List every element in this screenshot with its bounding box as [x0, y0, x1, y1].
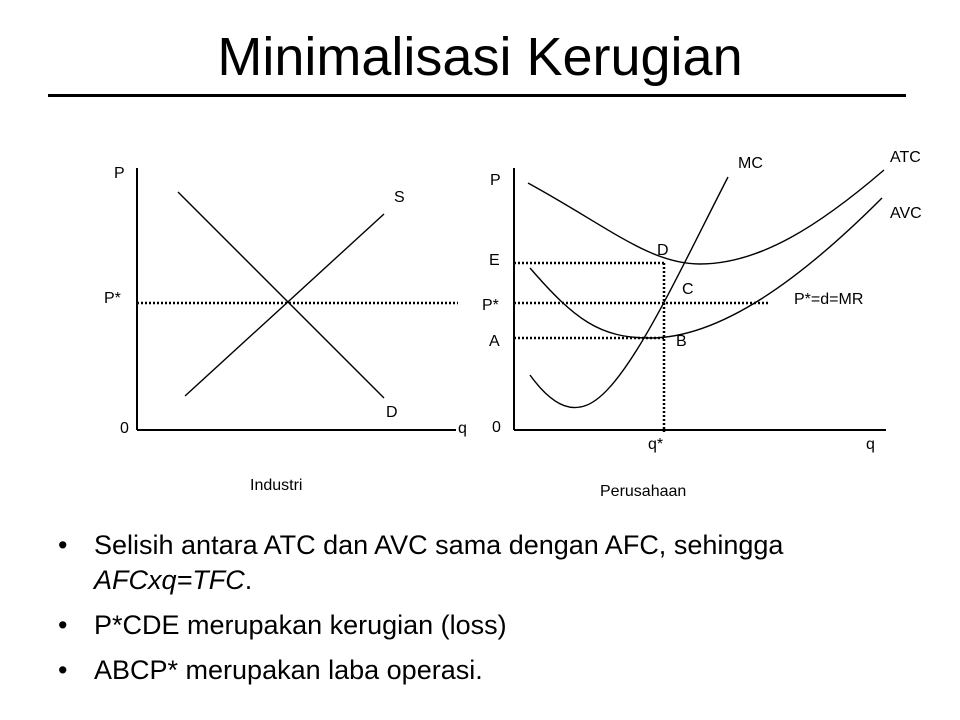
- bullet-1-text: Selisih antara ATC dan AVC sama dengan AFC, sehingga: [94, 530, 784, 560]
- label-b: B: [676, 333, 687, 350]
- bullet-list: [50, 528, 910, 698]
- industri-origin-label: 0: [120, 420, 129, 437]
- industri-price-label: P*: [104, 290, 121, 307]
- industri-demand-line: [178, 192, 384, 398]
- bullet-item-3: • ABCP* merupakan laba operasi.: [50, 653, 910, 688]
- perusahaan-y-axis-label: P: [490, 172, 501, 189]
- perusahaan-caption: Perusahaan: [600, 483, 687, 500]
- industri-caption: Industri: [250, 477, 303, 494]
- bullet-1-end: .: [244, 565, 253, 595]
- label-e: E: [489, 252, 500, 269]
- mc-curve: [530, 177, 728, 408]
- atc-curve: [528, 170, 884, 264]
- mc-label: MC: [738, 155, 763, 172]
- price-line-label: P*=d=MR: [794, 291, 864, 308]
- avc-label: AVC: [890, 205, 922, 222]
- label-pstar: P*: [482, 297, 499, 314]
- atc-label: ATC: [890, 149, 921, 166]
- bullet-1-formula: AFCxq=TFC: [94, 565, 245, 595]
- bullet-item-1: [50, 528, 910, 598]
- bullet-item-2: • P*CDE merupakan kerugian (loss): [50, 608, 910, 643]
- label-d: D: [657, 242, 669, 259]
- perusahaan-origin-label: 0: [492, 419, 501, 436]
- perusahaan-x-axis-label: q: [866, 436, 875, 453]
- industri-supply-label: S: [394, 189, 405, 206]
- industri-x-axis-label: q: [458, 420, 467, 437]
- label-a: A: [489, 333, 500, 350]
- slide-title: Minimalisasi Kerugian: [217, 27, 743, 87]
- industri-graph: [104, 165, 467, 494]
- industri-demand-label: D: [386, 404, 398, 421]
- industri-y-axis-label: P: [114, 165, 125, 182]
- label-qstar: q*: [648, 436, 664, 453]
- label-c: C: [682, 281, 694, 298]
- perusahaan-graph: [482, 149, 922, 500]
